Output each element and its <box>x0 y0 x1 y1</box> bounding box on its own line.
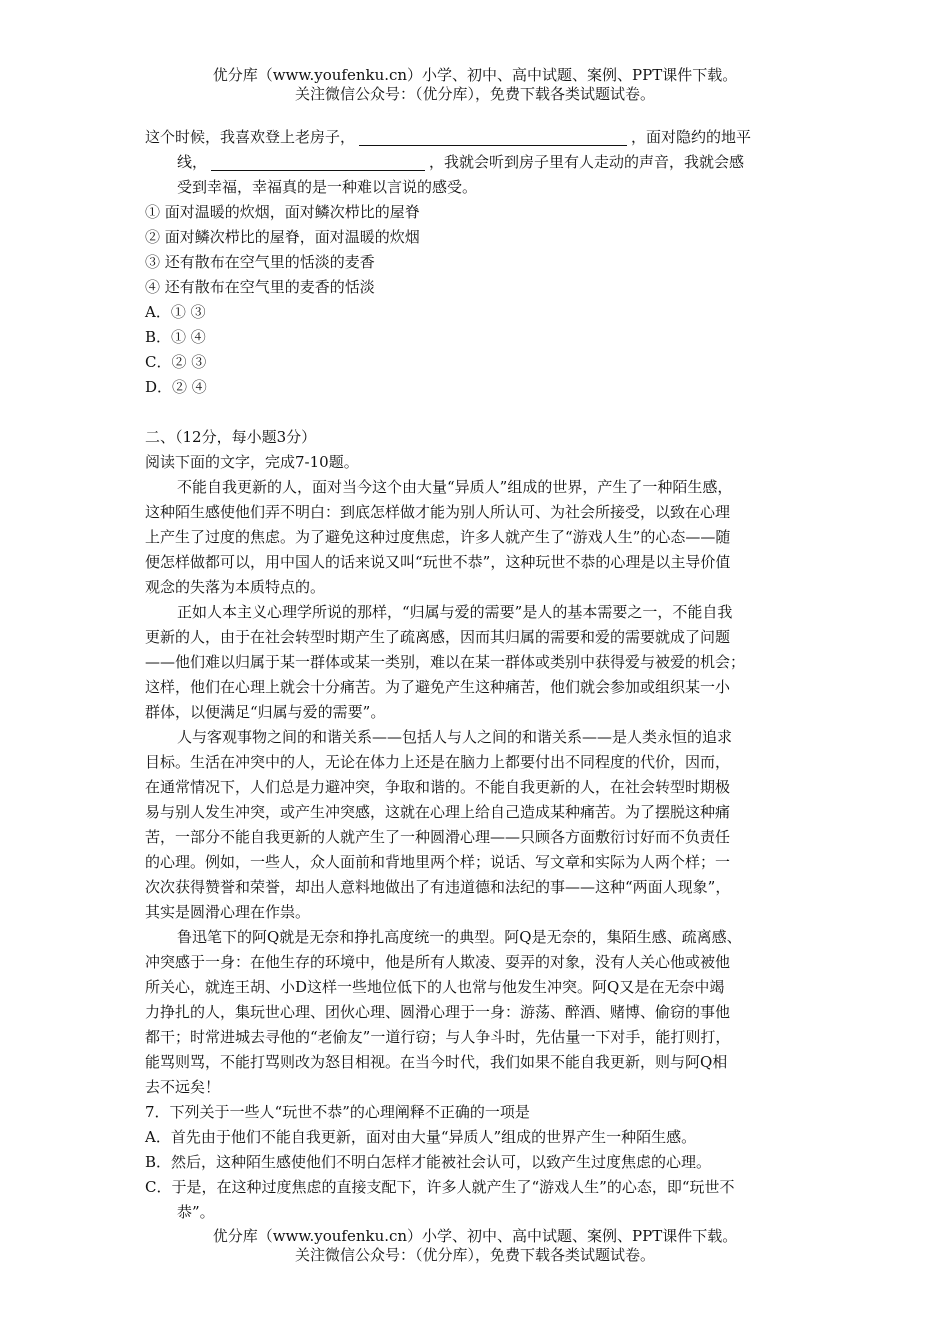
q7-option-b: B．然后，这种陌生感使他们不明白怎样才能被社会认可，以致产生过度焦虑的心理。 <box>145 1153 712 1171</box>
q6-option-d: D．② ④ <box>145 378 207 396</box>
passage-line: 这种陌生感使他们弄不明白：到底怎样做才能为别人所认可、为社会所接受，以致在心理 <box>145 503 731 521</box>
q6-item-1: ① 面对温暖的炊烟，面对鳞次栉比的屋脊 <box>145 203 420 221</box>
q6-item-2: ② 面对鳞次栉比的屋脊，面对温暖的炊烟 <box>145 228 420 246</box>
passage-line: 的心理。例如，一些人，众人面前和背地里两个样；说话、写文章和实际为人两个样；一 <box>145 853 731 871</box>
q7-option-a: A．首先由于他们不能自我更新，面对由大量“异质人”组成的世界产生一种陌生感。 <box>145 1128 697 1146</box>
passage-line: 人与客观事物之间的和谐关系——包括人与人之间的和谐关系——是人类永恒的追求 <box>177 728 733 746</box>
passage-line: 能骂则骂，不能打骂则改为怒目相视。在当今时代，我们如果不能自我更新，则与阿Q相 <box>145 1053 728 1071</box>
q6-stem-line-3: 受到幸福，幸福真的是一种难以言说的感受。 <box>177 178 478 196</box>
header-line-2: 关注微信公众号：（优分库），免费下载各类试题试卷。 <box>294 85 655 103</box>
answer-blank-2 <box>211 156 425 171</box>
q6-option-b: B．① ④ <box>145 328 206 346</box>
answer-blank-1 <box>359 131 627 146</box>
footer-line-2: 关注微信公众号：（优分库），免费下载各类试题试卷。 <box>294 1246 655 1264</box>
passage-line: 易与别人发生冲突，或产生冲突感，这就在心理上给自己造成某种痛苦。为了摆脱这种痛 <box>145 803 731 821</box>
passage-line: 不能自我更新的人，面对当今这个由大量“异质人”组成的世界，产生了一种陌生感， <box>177 478 733 496</box>
page-footer <box>0 1227 950 1265</box>
passage-line: ——他们难以归属于某一群体或某一类别，难以在某一群体或类别中获得爱与被爱的机会； <box>145 653 746 671</box>
passage-line: 便怎样做都可以，用中国人的话来说又叫“玩世不恭”，这种玩世不恭的心理是以主导价值 <box>145 553 731 571</box>
q6-option-a: A．① ③ <box>145 303 206 321</box>
passage-line: 力挣扎的人，集玩世心理、团伙心理、圆滑心理于一身：游荡、醉酒、赌博、偷窃的事他 <box>145 1003 731 1021</box>
section-2-title: 二、（12分，每小题3分） <box>145 428 317 446</box>
footer-line-1: 优分库（www.youfenku.cn）小学、初中、高中试题、案例、PPT课件下载。 <box>212 1227 738 1245</box>
passage-line: 在通常情况下，人们总是力避冲突，争取和谐的。不能自我更新的人，在社会转型时期极 <box>145 778 731 796</box>
q7-option-c-line-1: C．于是，在这种过度焦虑的直接支配下，许多人就产生了“游戏人生”的心态，即“玩世不 <box>145 1178 735 1196</box>
passage-line: 这样，他们在心理上就会十分痛苦。为了避免产生这种痛苦，他们就会参加或组织某一小 <box>145 678 731 696</box>
passage-line: 次次获得赞誉和荣誉，却出人意料地做出了有违道德和法纪的事——这种“两面人现象”， <box>145 878 731 896</box>
passage-line: 上产生了过度的焦虑。为了避免这种过度焦虑，许多人就产生了“游戏人生”的心态——随 <box>145 528 731 546</box>
page-header <box>0 66 950 104</box>
reading-passage <box>145 475 805 1100</box>
passage-line: 更新的人，由于在社会转型时期产生了疏离感，因而其归属的需要和爱的需要就成了问题 <box>145 628 731 646</box>
q6-option-c: C．② ③ <box>145 353 207 371</box>
passage-line: 鲁迅笔下的阿Q就是无奈和挣扎高度统一的典型。阿Q是无奈的，集陌生感、疏离感、 <box>177 928 742 946</box>
passage-line: 去不远矣！ <box>145 1078 221 1096</box>
section-2-instruction: 阅读下面的文字，完成7-10题。 <box>145 453 359 471</box>
passage-line: 都干；时常进城去寻他的“老偷友”一道行窃；与人争斗时，先估量一下对手，能打则打， <box>145 1028 731 1046</box>
passage-line: 群体，以便满足“归属与爱的需要”。 <box>145 703 386 721</box>
passage-line: 观念的失落为本质特点的。 <box>145 578 326 596</box>
q6-item-3: ③ 还有散布在空气里的恬淡的麦香 <box>145 253 375 271</box>
document-body <box>145 125 805 1225</box>
passage-line: 正如人本主义心理学所说的那样，“归属与爱的需要”是人的基本需要之一，不能自我 <box>177 603 733 621</box>
q7-option-c-line-2: 恭”。 <box>177 1203 215 1221</box>
passage-line: 目标。生活在冲突中的人，无论在体力上还是在脑力上都要付出不同程度的代价，因而， <box>145 753 731 771</box>
passage-line: 苦，一部分不能自我更新的人就产生了一种圆滑心理——只顾各方面敷衍讨好而不负责任 <box>145 828 731 846</box>
q6-item-4: ④ 还有散布在空气里的麦香的恬淡 <box>145 278 375 296</box>
passage-line: 其实是圆滑心理在作祟。 <box>145 903 311 921</box>
header-line-1: 优分库（www.youfenku.cn）小学、初中、高中试题、案例、PPT课件下载。 <box>212 66 738 84</box>
q7-stem: 7．下列关于一些人“玩世不恭”的心理阐释不正确的一项是 <box>145 1103 530 1121</box>
q6-stem-line-2: 线， ，我就会听到房子里有人走动的声音，我就会感 <box>177 153 745 171</box>
passage-line: 所关心，就连王胡、小D这样一些地位低下的人也常与他发生冲突。阿Q又是在无奈中竭 <box>145 978 725 996</box>
spacer <box>145 400 805 425</box>
passage-line: 冲突感于一身：在他生存的环境中，他是所有人欺凌、耍弄的对象，没有人关心他或被他 <box>145 953 731 971</box>
q6-stem-line-1: 这个时候，我喜欢登上老房子， ，面对隐约的地平 <box>145 128 752 146</box>
